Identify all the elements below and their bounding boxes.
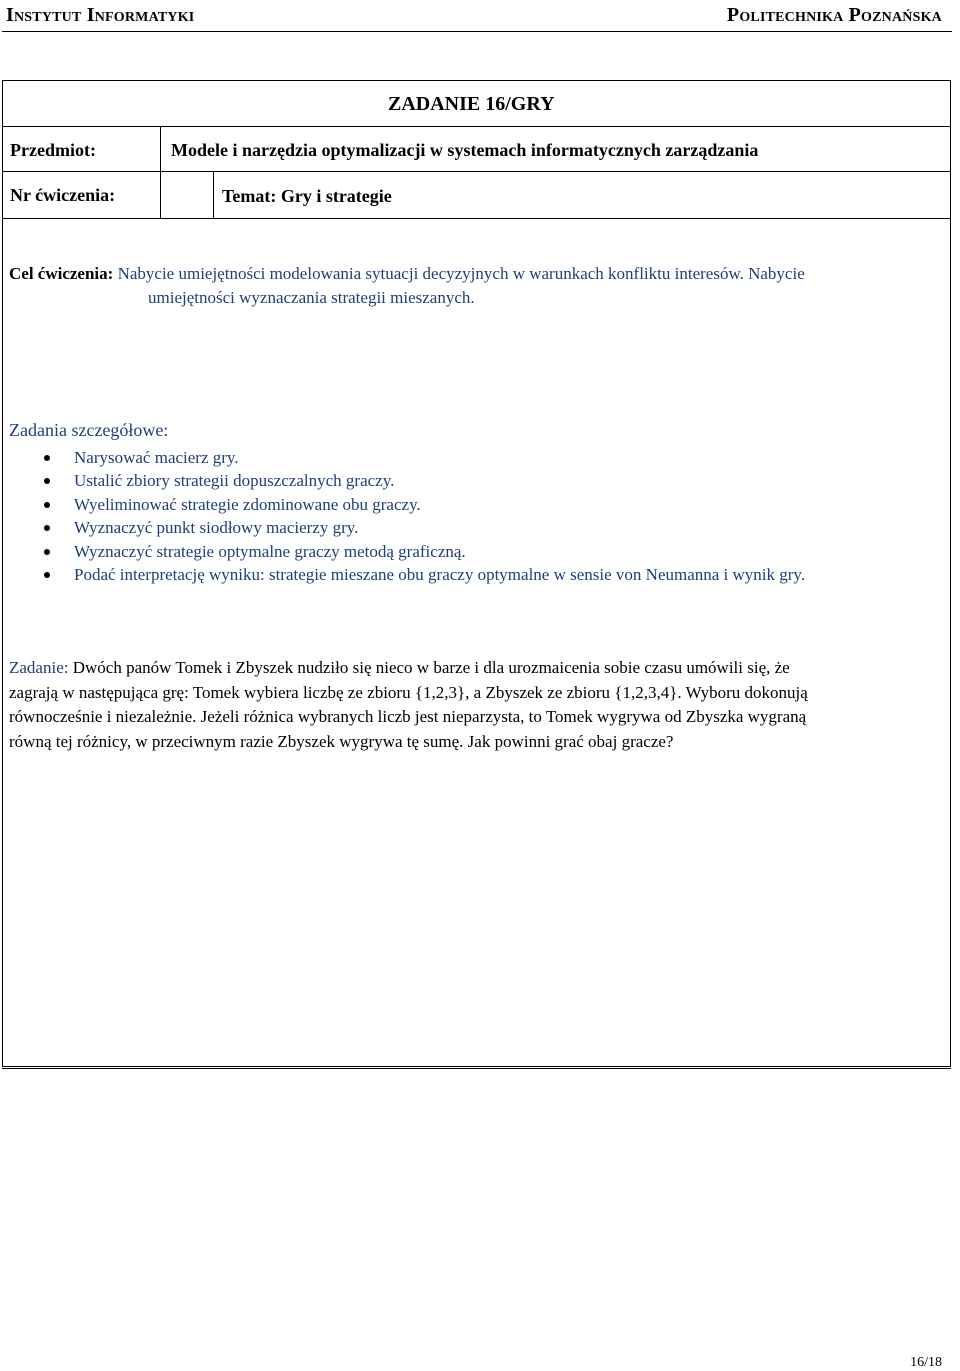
- details-heading: Zadania szczegółowe:: [9, 420, 169, 440]
- bullet-icon: [44, 525, 50, 531]
- list-item: [0, 540, 805, 563]
- list-item: [0, 563, 805, 586]
- cell-divider: [213, 172, 214, 219]
- task-title: ZADANIE 16/GRY: [3, 81, 950, 127]
- task-text-1: Dwóch panów Tomek i Zbyszek nudziło się nieco w barze i dla urozmaicenia sobie czasu umówili się, że: [72, 658, 790, 677]
- list-item-text: Podać interpretację wyniku: strategie mieszane obu graczy optymalne w sensie von Neumanna i wynik gry.: [74, 564, 806, 584]
- cell-divider: [160, 172, 161, 219]
- list-item: [0, 446, 805, 469]
- exercise-row: [3, 172, 950, 219]
- list-item: [0, 469, 805, 492]
- university-header: Politechnika Poznańska: [726, 4, 942, 26]
- list-item-text: Ustalić zbiory strategii dopuszczalnych graczy.: [74, 471, 395, 491]
- task-line-1: [9, 656, 949, 681]
- subject-row: [3, 127, 950, 172]
- task-text-3: równocześnie i niezależnie. Jeżeli różnica wybranych liczb jest nieparzysta, to Tomek wygrywa od Zbyszka wygraną: [9, 707, 807, 726]
- goal-text-1: Nabycie umiejętności modelowania sytuacji decyzyjnych w warunkach konfliktu interesów. Nabycie: [117, 264, 805, 283]
- list-item-text: Wyznaczyć strategie optymalne graczy metodą graficzną.: [74, 541, 466, 561]
- header-divider: [2, 31, 952, 32]
- list-item: [0, 493, 805, 516]
- cell-divider: [160, 127, 161, 172]
- list-item: [0, 516, 805, 539]
- frame-bottom-rule: [2, 1066, 951, 1069]
- bullet-icon: [44, 549, 50, 555]
- bullet-icon: [44, 455, 50, 461]
- bullet-icon: [44, 502, 50, 508]
- goal-section: [9, 262, 949, 310]
- bullet-icon: [44, 478, 50, 484]
- list-item-text: Narysować macierz gry.: [74, 448, 239, 467]
- exercise-topic: Temat: Gry i strategie: [222, 186, 392, 206]
- list-item-text: Wyznaczyć punkt siodłowy macierzy gry.: [74, 518, 359, 538]
- task-section: [9, 656, 949, 754]
- task-text-4: równą tej różnicy, w przeciwnym razie Zbyszek wygrywa tę sumę. Jak powinni grać obaj gracze?: [9, 731, 674, 751]
- task-text-2: zagrają w następująca grę: Tomek wybiera liczbę ze zbioru {1,2,3}, a Zbyszek ze zbioru {1,2,3,4}. Wyboru dokonują: [9, 682, 808, 702]
- task-label: Zadanie:: [9, 658, 69, 677]
- goal-line-1: [9, 262, 949, 286]
- exercise-label: Nr ćwiczenia:: [10, 185, 116, 205]
- details-list: [0, 446, 805, 586]
- goal-text-2: umiejętności wyznaczania strategii mieszanych.: [148, 288, 475, 307]
- goal-label: Cel ćwiczenia:: [9, 264, 114, 283]
- institute-header: Instytut Informatyki: [6, 4, 195, 26]
- page-number: 16/18: [910, 1355, 942, 1370]
- subject-value: Modele i narzędzia optymalizacji w systemach informatycznych zarządzania: [171, 140, 759, 160]
- subject-label: Przedmiot:: [10, 140, 96, 160]
- list-item-text: Wyeliminować strategie zdominowane obu graczy.: [74, 494, 421, 514]
- bullet-icon: [44, 572, 50, 578]
